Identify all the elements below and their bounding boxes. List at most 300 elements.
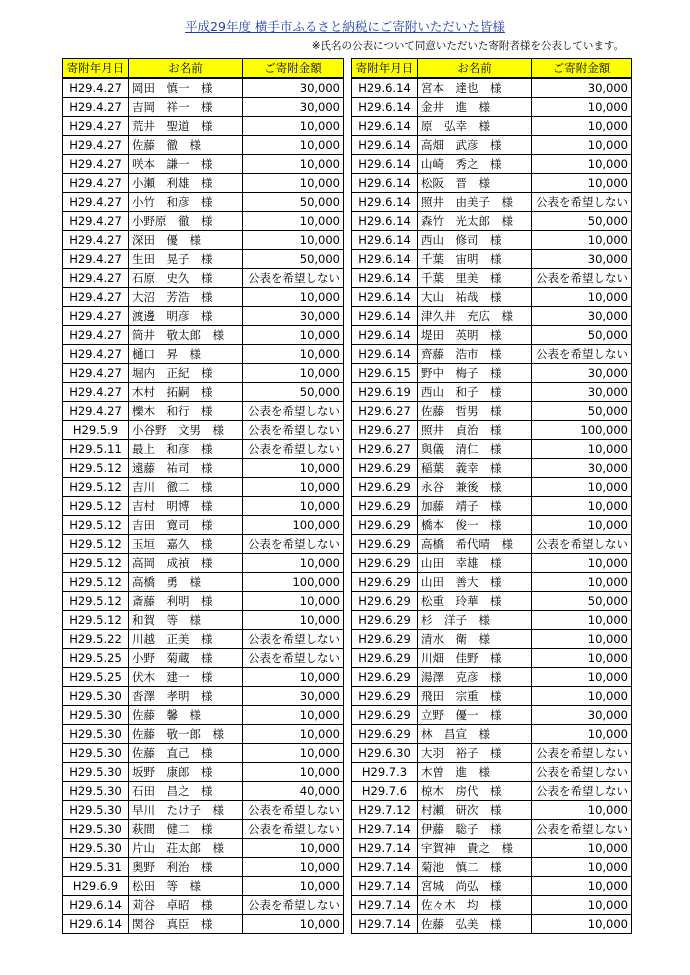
table-row (63, 915, 344, 934)
donation-amount: 10,000 (532, 839, 632, 858)
donation-amount: 30,000 (532, 307, 632, 326)
donation-amount: 10,000 (243, 478, 344, 497)
donation-amount: 30,000 (532, 706, 632, 725)
donor-name: 宮本 達也 様 (418, 78, 532, 98)
table-row (352, 763, 632, 782)
donor-name: 高岡 成禎 様 (129, 554, 243, 573)
table-row (63, 820, 344, 839)
donation-amount: 公表を希望しない (532, 269, 632, 288)
donation-date: H29.7.14 (352, 858, 418, 877)
donation-amount: 公表を希望しない (243, 421, 344, 440)
table-row (63, 896, 344, 915)
table-row (352, 706, 632, 725)
donation-amount: 10,000 (243, 231, 344, 250)
donation-amount: 10,000 (532, 174, 632, 193)
table-row (352, 155, 632, 174)
donation-date: H29.6.14 (352, 174, 418, 193)
table-row (352, 193, 632, 212)
table-row (63, 345, 344, 364)
table-header-row (352, 59, 632, 79)
donor-name: 櫟木 和行 様 (129, 402, 243, 421)
donation-amount: 10,000 (243, 364, 344, 383)
donor-name: 山田 善大 様 (418, 573, 532, 592)
donation-amount: 公表を希望しない (532, 744, 632, 763)
table-row (352, 687, 632, 706)
donation-date: H29.6.29 (352, 459, 418, 478)
table-row (63, 98, 344, 117)
header-date: 寄附年月日 (63, 59, 129, 79)
donation-amount: 公表を希望しない (532, 782, 632, 801)
donation-amount: 30,000 (532, 78, 632, 98)
donation-amount: 50,000 (243, 193, 344, 212)
donation-amount: 10,000 (532, 231, 632, 250)
donation-amount: 10,000 (243, 497, 344, 516)
donation-date: H29.5.30 (63, 782, 129, 801)
donor-name: 照井 貞治 様 (418, 421, 532, 440)
donor-name: 渡邊 明彦 様 (129, 307, 243, 326)
donation-amount: 公表を希望しない (243, 535, 344, 554)
table-row (63, 649, 344, 668)
donation-amount: 10,000 (243, 136, 344, 155)
donor-name: 與儀 清仁 様 (418, 440, 532, 459)
table-row (63, 744, 344, 763)
table-row (63, 497, 344, 516)
donation-amount: 30,000 (532, 459, 632, 478)
donation-date: H29.7.14 (352, 877, 418, 896)
donation-amount: 10,000 (532, 649, 632, 668)
donor-name: 金井 進 様 (418, 98, 532, 117)
donor-rows-left (63, 78, 344, 934)
table-row (63, 193, 344, 212)
donor-name: 木曽 進 様 (418, 763, 532, 782)
donor-name: 筒井 敬太郎 様 (129, 326, 243, 345)
donor-name: 佐藤 弘美 様 (418, 915, 532, 934)
donation-amount: 公表を希望しない (243, 896, 344, 915)
table-row (63, 782, 344, 801)
donor-name: 早川 たけ子 様 (129, 801, 243, 820)
table-row (352, 516, 632, 535)
donation-date: H29.5.25 (63, 668, 129, 687)
donor-name: 伏木 建一 様 (129, 668, 243, 687)
table-row (352, 250, 632, 269)
table-row (63, 516, 344, 535)
table-row (63, 440, 344, 459)
donation-amount: 10,000 (243, 345, 344, 364)
donation-amount: 10,000 (243, 839, 344, 858)
table-row (352, 915, 632, 934)
table-row (352, 554, 632, 573)
donor-name: 橋本 俊一 様 (418, 516, 532, 535)
donation-date: H29.6.14 (352, 193, 418, 212)
table-row (352, 478, 632, 497)
table-row (63, 212, 344, 231)
donation-amount: 30,000 (532, 364, 632, 383)
table-row (352, 364, 632, 383)
donation-amount: 10,000 (243, 288, 344, 307)
donation-date: H29.6.29 (352, 649, 418, 668)
table-row (63, 269, 344, 288)
donor-name: 斎藤 利明 様 (129, 592, 243, 611)
table-row (63, 706, 344, 725)
donation-date: H29.7.12 (352, 801, 418, 820)
donation-date: H29.6.29 (352, 630, 418, 649)
table-row (63, 535, 344, 554)
donation-date: H29.7.14 (352, 896, 418, 915)
table-row (352, 421, 632, 440)
donor-name: 岡田 慎一 様 (129, 78, 243, 98)
donor-name: 奥野 利治 様 (129, 858, 243, 877)
donor-name: 佐藤 直己 様 (129, 744, 243, 763)
donor-name: 津久井 充広 様 (418, 307, 532, 326)
donation-amount: 公表を希望しない (243, 440, 344, 459)
donation-date: H29.5.12 (63, 535, 129, 554)
table-row (352, 307, 632, 326)
donation-amount: 公表を希望しない (243, 269, 344, 288)
donation-amount: 10,000 (532, 478, 632, 497)
donation-date: H29.5.9 (63, 421, 129, 440)
donor-table-left (62, 58, 344, 934)
header-date: 寄附年月日 (352, 59, 418, 79)
table-row (352, 288, 632, 307)
donor-name: 松田 等 様 (129, 877, 243, 896)
donor-name: 野中 梅子 様 (418, 364, 532, 383)
donation-date: H29.6.27 (352, 402, 418, 421)
donation-amount: 公表を希望しない (532, 193, 632, 212)
donor-name: 山崎 秀之 様 (418, 155, 532, 174)
donation-date: H29.5.12 (63, 459, 129, 478)
table-row (63, 630, 344, 649)
donor-name: 齊藤 浩市 様 (418, 345, 532, 364)
donation-date: H29.6.14 (352, 136, 418, 155)
donation-amount: 公表を希望しない (243, 649, 344, 668)
donor-name: 山田 幸雄 様 (418, 554, 532, 573)
table-row (63, 763, 344, 782)
donation-amount: 30,000 (532, 383, 632, 402)
donation-amount: 10,000 (243, 877, 344, 896)
table-row (352, 535, 632, 554)
donation-amount: 100,000 (532, 421, 632, 440)
donation-amount: 10,000 (243, 763, 344, 782)
donor-name: 樋口 昇 様 (129, 345, 243, 364)
disclosure-note: ※氏名の公表について同意いただいた寄附者様を公表しています。 (311, 40, 624, 52)
donation-amount: 10,000 (532, 896, 632, 915)
table-row (352, 668, 632, 687)
donation-amount: 10,000 (532, 516, 632, 535)
donation-amount: 10,000 (532, 858, 632, 877)
donor-name: 清水 衛 様 (418, 630, 532, 649)
table-row (352, 402, 632, 421)
donor-name: 坂野 康郎 様 (129, 763, 243, 782)
donation-amount: 10,000 (532, 801, 632, 820)
donation-amount: 10,000 (243, 744, 344, 763)
donation-date: H29.6.14 (352, 326, 418, 345)
donor-rows-right (352, 78, 632, 934)
donation-amount: 10,000 (243, 706, 344, 725)
donation-amount: 50,000 (532, 592, 632, 611)
donation-amount: 10,000 (532, 573, 632, 592)
donation-date: H29.6.29 (352, 725, 418, 744)
donor-name: 関谷 真臣 様 (129, 915, 243, 934)
donor-name: 玉垣 嘉久 様 (129, 535, 243, 554)
donation-date: H29.4.27 (63, 174, 129, 193)
donation-date: H29.7.3 (352, 763, 418, 782)
table-row (63, 136, 344, 155)
donor-name: 川越 正美 様 (129, 630, 243, 649)
donation-amount: 10,000 (532, 155, 632, 174)
donation-date: H29.6.14 (63, 915, 129, 934)
donation-amount: 10,000 (243, 725, 344, 744)
table-row (352, 649, 632, 668)
table-row (352, 326, 632, 345)
donation-date: H29.4.27 (63, 383, 129, 402)
table-row (352, 782, 632, 801)
donor-name: 伊藤 聡子 様 (418, 820, 532, 839)
donor-name: 森竹 光太郎 様 (418, 212, 532, 231)
donation-amount: 公表を希望しない (243, 820, 344, 839)
table-row (352, 839, 632, 858)
table-row (63, 326, 344, 345)
donation-amount: 10,000 (243, 117, 344, 136)
donation-date: H29.4.27 (63, 288, 129, 307)
table-row (63, 801, 344, 820)
donation-date: H29.6.29 (352, 478, 418, 497)
table-row (352, 231, 632, 250)
table-row (63, 725, 344, 744)
donation-amount: 50,000 (243, 250, 344, 269)
table-row (352, 98, 632, 117)
donation-date: H29.6.29 (352, 535, 418, 554)
donor-name: 吉田 寛司 様 (129, 516, 243, 535)
donation-date: H29.5.12 (63, 554, 129, 573)
donor-name: 飛田 宗重 様 (418, 687, 532, 706)
donor-name: 石原 史久 様 (129, 269, 243, 288)
table-row (352, 877, 632, 896)
table-row (352, 858, 632, 877)
donation-amount: 10,000 (243, 155, 344, 174)
table-row (63, 402, 344, 421)
donation-date: H29.6.29 (352, 554, 418, 573)
table-row (63, 421, 344, 440)
donation-date: H29.6.29 (352, 497, 418, 516)
donation-date: H29.6.14 (352, 345, 418, 364)
donor-name: 小野原 徹 様 (129, 212, 243, 231)
donation-date: H29.4.27 (63, 155, 129, 174)
donor-name: 片山 荘太郎 様 (129, 839, 243, 858)
donation-date: H29.4.27 (63, 307, 129, 326)
donation-amount: 10,000 (243, 668, 344, 687)
donation-date: H29.5.30 (63, 744, 129, 763)
donation-amount: 10,000 (532, 136, 632, 155)
donation-amount: 公表を希望しない (243, 801, 344, 820)
donor-name: 荒井 聖道 様 (129, 117, 243, 136)
donation-amount: 公表を希望しない (532, 763, 632, 782)
table-row (63, 383, 344, 402)
donation-date: H29.5.12 (63, 573, 129, 592)
table-row (63, 877, 344, 896)
donor-name: 杉 洋子 様 (418, 611, 532, 630)
donor-table-right (351, 58, 632, 934)
donation-date: H29.5.12 (63, 592, 129, 611)
donor-name: 稲葉 義幸 様 (418, 459, 532, 478)
donor-name: 遠藤 祐司 様 (129, 459, 243, 478)
donation-date: H29.4.27 (63, 98, 129, 117)
donation-date: H29.4.27 (63, 136, 129, 155)
donation-amount: 50,000 (532, 402, 632, 421)
donor-name: 沓澤 孝明 様 (129, 687, 243, 706)
donor-name: 小谷野 文男 様 (129, 421, 243, 440)
table-row (352, 801, 632, 820)
table-row (352, 592, 632, 611)
donation-date: H29.6.14 (352, 269, 418, 288)
donor-name: 堤田 英明 様 (418, 326, 532, 345)
donation-date: H29.6.15 (352, 364, 418, 383)
donation-amount: 10,000 (243, 915, 344, 934)
header-amount: ご寄附金額 (243, 59, 344, 79)
donor-name: 原 弘幸 様 (418, 117, 532, 136)
donation-date: H29.6.14 (352, 78, 418, 98)
donation-amount: 30,000 (243, 98, 344, 117)
table-row (352, 459, 632, 478)
donation-date: H29.6.14 (352, 231, 418, 250)
donation-amount: 10,000 (532, 725, 632, 744)
donation-amount: 10,000 (243, 592, 344, 611)
donation-date: H29.4.27 (63, 345, 129, 364)
table-row (63, 611, 344, 630)
table-row (63, 364, 344, 383)
donation-amount: 10,000 (532, 440, 632, 459)
donation-amount: 100,000 (243, 516, 344, 535)
donation-date: H29.5.22 (63, 630, 129, 649)
table-row (63, 592, 344, 611)
table-row (63, 307, 344, 326)
donor-name: 湯澤 克彦 様 (418, 668, 532, 687)
donation-amount: 10,000 (532, 668, 632, 687)
donation-date: H29.4.27 (63, 269, 129, 288)
donation-date: H29.6.30 (352, 744, 418, 763)
donor-name: 木村 拓嗣 様 (129, 383, 243, 402)
donation-date: H29.6.14 (352, 250, 418, 269)
table-row (352, 725, 632, 744)
donation-amount: 40,000 (243, 782, 344, 801)
donation-date: H29.6.27 (352, 421, 418, 440)
table-row (63, 250, 344, 269)
donation-date: H29.5.31 (63, 858, 129, 877)
table-row (352, 383, 632, 402)
donation-date: H29.6.27 (352, 440, 418, 459)
donation-date: H29.4.27 (63, 212, 129, 231)
donation-date: H29.5.30 (63, 763, 129, 782)
donation-date: H29.6.29 (352, 573, 418, 592)
donation-amount: 10,000 (532, 98, 632, 117)
table-row (352, 212, 632, 231)
donation-date: H29.5.30 (63, 801, 129, 820)
donor-name: 和賀 等 様 (129, 611, 243, 630)
donation-amount: 30,000 (243, 687, 344, 706)
donation-amount: 10,000 (243, 858, 344, 877)
donation-date: H29.5.12 (63, 478, 129, 497)
donation-date: H29.6.29 (352, 706, 418, 725)
donor-name: 小野 菊蔵 様 (129, 649, 243, 668)
donor-name: 林 昌宣 様 (418, 725, 532, 744)
donation-amount: 10,000 (532, 877, 632, 896)
donor-name: 吉川 徹二 様 (129, 478, 243, 497)
donor-name: 小瀬 利雄 様 (129, 174, 243, 193)
table-row (63, 858, 344, 877)
donor-name: 宮城 尚弘 様 (418, 877, 532, 896)
donation-amount: 30,000 (243, 78, 344, 98)
donor-name: 萩間 健二 様 (129, 820, 243, 839)
table-row (352, 611, 632, 630)
header-amount: ご寄附金額 (532, 59, 632, 79)
header-name: お名前 (129, 59, 243, 79)
donation-date: H29.4.27 (63, 117, 129, 136)
donation-date: H29.4.27 (63, 231, 129, 250)
donation-date: H29.6.29 (352, 592, 418, 611)
donor-name: 佐藤 徹 様 (129, 136, 243, 155)
donor-name: 吉岡 祥一 様 (129, 98, 243, 117)
table-row (63, 155, 344, 174)
table-row (63, 554, 344, 573)
table-row (63, 573, 344, 592)
header-name: お名前 (418, 59, 532, 79)
donation-date: H29.4.27 (63, 193, 129, 212)
donation-date: H29.6.29 (352, 687, 418, 706)
donor-name: 生田 晃子 様 (129, 250, 243, 269)
donation-date: H29.6.14 (352, 307, 418, 326)
table-row (352, 78, 632, 98)
donation-date: H29.5.12 (63, 497, 129, 516)
donation-amount: 10,000 (243, 212, 344, 231)
donation-amount: 公表を希望しない (243, 402, 344, 421)
table-row (352, 440, 632, 459)
donation-amount: 50,000 (243, 383, 344, 402)
donation-amount: 10,000 (532, 611, 632, 630)
donation-amount: 10,000 (243, 611, 344, 630)
donation-date: H29.6.14 (352, 98, 418, 117)
table-row (352, 136, 632, 155)
donation-date: H29.4.27 (63, 364, 129, 383)
donor-name: 菊池 慎二 様 (418, 858, 532, 877)
donor-name: 苅谷 卓昭 様 (129, 896, 243, 915)
donor-name: 照井 由美子 様 (418, 193, 532, 212)
donation-date: H29.5.11 (63, 440, 129, 459)
donor-name: 西山 和子 様 (418, 383, 532, 402)
donation-date: H29.6.9 (63, 877, 129, 896)
donor-name: 佐藤 敬一郎 様 (129, 725, 243, 744)
table-row (63, 288, 344, 307)
donation-amount: 30,000 (243, 307, 344, 326)
donor-name: 高橋 勇 様 (129, 573, 243, 592)
table-row (63, 839, 344, 858)
donation-amount: 10,000 (243, 459, 344, 478)
donation-amount: 10,000 (532, 554, 632, 573)
donor-name: 佐藤 馨 様 (129, 706, 243, 725)
table-row (63, 668, 344, 687)
donation-date: H29.6.14 (352, 212, 418, 231)
donor-name: 松阪 晋 様 (418, 174, 532, 193)
table-row (352, 744, 632, 763)
donor-name: 永谷 兼後 様 (418, 478, 532, 497)
donor-name: 堀内 正紀 様 (129, 364, 243, 383)
table-row (63, 174, 344, 193)
donation-date: H29.5.30 (63, 725, 129, 744)
donation-date: H29.4.27 (63, 326, 129, 345)
donation-date: H29.6.14 (352, 288, 418, 307)
donation-date: H29.7.6 (352, 782, 418, 801)
donation-date: H29.7.14 (352, 839, 418, 858)
table-row (63, 231, 344, 250)
donation-date: H29.4.27 (63, 78, 129, 98)
